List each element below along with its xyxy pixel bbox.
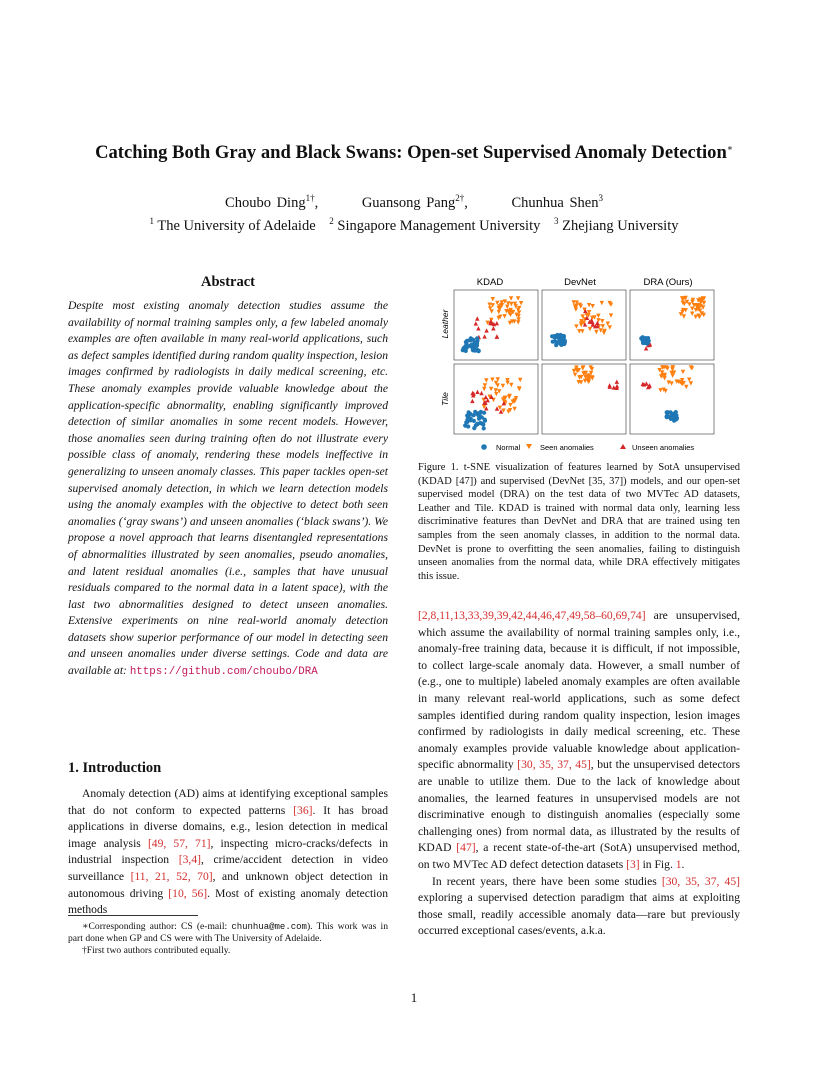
scatter-point-seen [574,307,578,311]
scatter-point-seen [599,328,603,332]
scatter-point-seen [694,315,698,319]
scatter-point-normal [472,413,476,417]
legend-marker-normal [481,444,487,450]
author-name: Guansong Pang [361,195,456,211]
legend-label: Unseen anomalies [632,443,695,452]
scatter-point-seen [574,324,578,328]
scatter-point-unseen [475,316,479,320]
scatter-point-unseen [491,326,495,330]
citation-link[interactable]: [49, 57, 71] [147,836,211,850]
scatter-point-seen [596,314,600,318]
scatter-point-unseen [470,399,474,403]
scatter-point-seen [681,370,685,374]
scatter-point-unseen [615,380,619,384]
scatter-point-seen [602,331,606,335]
right-column-body: [2,8,11,13,33,39,39,42,44,46,47,49,58–60,69,74] are unsupervised, which assume the availability of normal training samples only, i.e., anomaly-free training data, because it is difficult, if not impossible, to collect large-scale anomaly data. However, a small number of (e.g., one to multiple) labeled anomaly examples are often available in many relevant real-world applications, such as some defect samples identified during random quality inspection, lesion images confirmed by radiologists in daily medical screening, etc. These anomaly examples provide valuable knowledge about application-specific abnormality [30, 35, 37, 45], but the unsupervised detectors are unable to utilize them. Due to the lack of knowledge about anomalies, the learned features in unsupervised models are not discriminative enough to distinguish anomalies (especially some challenging ones) from normal data, as illustrated by the results of KDAD [47], a recent state-of-the-art (SotA) unsupervised method, on two MVTec AD defect detection datasets [3] in Fig. 1. In recent years, there have been some studies [30, 35, 37, 45] exploring a supervised detection paradigm that aims at exploiting those small, readily accessible anomaly data—rare but previously occurred exceptional cases/events, a.k.a. [418,609,740,938]
scatter-point-seen [509,383,513,387]
scatter-point-unseen [484,395,488,399]
column-label: DRA (Ours) [643,277,693,288]
citation-link[interactable]: [30, 35, 37, 45] [517,758,591,772]
scatter-point-seen [517,387,521,391]
intro-heading: 1. Introduction [68,760,162,776]
scatter-point-normal [466,413,470,417]
scatter-point-seen [484,378,488,382]
scatter-point-seen [508,321,512,325]
scatter-point-seen [494,392,498,396]
scatter-point-normal [641,336,645,340]
scatter-point-seen [512,407,516,411]
scatter-point-normal [464,420,468,424]
footnotes [68,921,388,958]
author-name: Choubo Ding [225,195,306,211]
scatter-point-normal [559,341,563,345]
scatter-point-unseen [474,321,478,325]
scatter-point-seen [689,381,693,385]
figure-caption: Figure 1. t-SNE visualization of features learned by SotA unsupervised (KDAD [47]) and supervised (DevNet [35, 37]) models, and our open-set supervised model (DRA) on the test data of two MVTec AD datasets, Leather and Tile. KDAD is trained with normal data only, learning less discriminative features than DevNet and DRA that are trained using ten samples from the seen anomaly classes, in addition to the normal data. DevNet is prone to overfitting the seen anomalies, failing to distinguish unseen anomalies from the normal data, while DRA effectively mitigates this issue. [418,462,740,582]
citation-link[interactable]: [11, 21, 52, 70] [130,869,213,883]
legend-label: Seen anomalies [540,443,594,452]
scatter-point-seen [583,379,587,383]
author-name: Chunhua Shen [511,195,599,211]
scatter-point-seen [594,330,598,334]
intro-body: Anomaly detection (AD) aims at identifying exceptional samples that do not conform to expected patterns [36]. It has broad applications in diverse domains, e.g., lesion detection in medical image analysis [49, 57, 71], inspecting micro-cracks/defects in industrial inspection [3,4], crime/accident detection in video surveillance [11, 21, 52, 70], and unknown object detection in autonomous driving [10, 56]. Most of existing anomaly detection methods [68,787,389,917]
scatter-point-unseen [479,391,483,395]
scatter-point-unseen [484,328,488,332]
citation-link[interactable]: [30, 35, 37, 45] [661,874,740,888]
scatter-point-seen [516,296,520,300]
scatter-point-seen [497,310,501,314]
paper-title: Catching Both Gray and Black Swans: Open-set Supervised Anomaly Detection∗ [95,142,733,163]
column-label: KDAD [476,277,504,288]
scatter-point-seen [609,313,613,317]
scatter-point-normal [558,334,562,338]
scatter-point-seen [518,378,522,382]
scatter-point-seen [573,373,577,377]
citation-link[interactable]: [47] [456,841,476,855]
scatter-point-seen [684,385,688,389]
scatter-point-normal [474,423,478,427]
row-label: Tile [440,392,450,406]
scatter-point-seen [662,376,666,380]
scatter-point-seen [482,387,486,391]
scatter-point-seen [501,384,505,388]
scatter-point-unseen [495,335,499,339]
scatter-point-seen [687,302,691,306]
scatter-point-seen [608,325,612,329]
scatter-point-unseen [476,326,480,330]
column-label: DevNet [564,277,596,288]
scatter-point-seen [502,314,506,318]
scatter-point-normal [552,334,556,338]
scatter-point-normal [464,340,468,344]
scatter-point-normal [665,413,669,417]
citation-link[interactable]: [36] [293,803,313,817]
scatter-point-seen [690,307,694,311]
scatter-point-seen [508,403,512,407]
scatter-point-seen [489,387,493,391]
scatter-point-seen [588,327,592,331]
abstract-heading: Abstract [201,274,255,290]
abstract-body: Despite most existing anomaly detection studies assume the availability of normal training samples only, a few labeled anomaly examples are often available in many real-world applications, such as defect samples identified during random quality inspection, lesion images confirmed by radiologists in daily medical screening, etc. These anomaly examples provide valuable knowledge about the application-specific abnormality, enabling significantly improved detection of similar anomalies in some recent models. However, those anomalies seen during training often do not illustrate every possible class of anomaly, rendering these models ineffective in generalizing to unseen anomaly classes. This paper tackles open-set supervised anomaly detection, in which we learn detection models using the anomaly examples with the objective to detect both seen anomalies (‘gray swans’) and unseen anomalies (‘black swans’). We propose a novel approach that learns disentangled representations of abnormalities illustrated by seen anomalies, pseudo anomalies, and latent residual anomalies (i.e., samples that have unusual residuals compared to the normal data in a latent space), with the last two abnormalities designed to detect unseen anomalies. Extensive experiments on nine real-world anomaly detection datasets show superior performance of our model in detecting seen and unseen anomalies under diverse settings. Code and data are available at: https://github.com/choubo/DRA [68,299,388,679]
scatter-point-normal [480,415,484,419]
citation-link[interactable]: [3] [626,857,640,871]
scatter-point-seen [491,297,495,301]
figure-1-tsne [418,272,740,457]
scatter-point-unseen [495,321,499,325]
scatter-point-normal [466,424,470,428]
scatter-point-seen [601,324,605,328]
scatter-point-seen [496,383,500,387]
citation-link[interactable]: [3,4] [178,853,201,867]
legend-marker-seen [526,444,532,449]
scatter-point-seen [509,302,513,306]
citation-link[interactable]: [2,8,11,13,33,39,39,42,44,46,47,49,58–60,69,74] [418,609,646,622]
scatter-point-seen [591,304,595,308]
footnote-corresponding: ∗Corresponding author: CS (e-mail: chunhua@me.com). This work was in part done when GP and CS were with The University of Adelaide. [68,921,388,945]
scatter-point-seen [587,303,591,307]
affiliation-list: $^1$ The University of Adelaide $^2$ Singapore Management University $^3$ Zhejiang University [149,216,679,234]
scatter-point-normal [472,419,476,423]
scatter-point-seen [682,314,686,318]
scatter-point-normal [553,339,557,343]
scatter-point-normal [473,341,477,345]
footnote-equal-contribution: †First two authors contributed equally. [82,945,231,957]
scatter-point-seen [600,301,604,305]
figure-legend [481,443,694,452]
scatter-point-normal [482,426,486,430]
scatter-point-seen [658,388,662,392]
scatter-point-seen [690,312,694,316]
scatter-point-seen [580,329,584,333]
scatter-point-seen [509,296,513,300]
footnote-divider [68,915,198,916]
citation-link[interactable]: [10, 56] [168,886,208,900]
page-number: 1 [410,990,418,1005]
scatter-point-normal [468,338,472,342]
scatter-point-normal [473,349,477,353]
legend-marker-unseen [620,444,626,449]
scatter-point-unseen [475,390,479,394]
figure-link[interactable]: 1 [675,857,682,871]
scatter-point-seen [600,319,604,323]
scatter-point-seen [519,301,523,305]
scatter-point-normal [674,410,678,414]
scatter-point-seen [516,320,520,324]
scatter-point-unseen [482,334,486,338]
author-list: Choubo Ding$^{1\dagger}$, Guansong Pang$^{2\dagger}$, Chunhua Shen$^3$ [225,193,603,211]
scatter-point-seen [679,312,683,316]
legend-label: Normal [496,443,521,452]
row-label: Leather [440,309,450,339]
scatter-point-normal [483,419,487,423]
code-link[interactable]: https://github.com/choubo/DRA [129,666,318,679]
scatter-point-seen [490,378,494,382]
